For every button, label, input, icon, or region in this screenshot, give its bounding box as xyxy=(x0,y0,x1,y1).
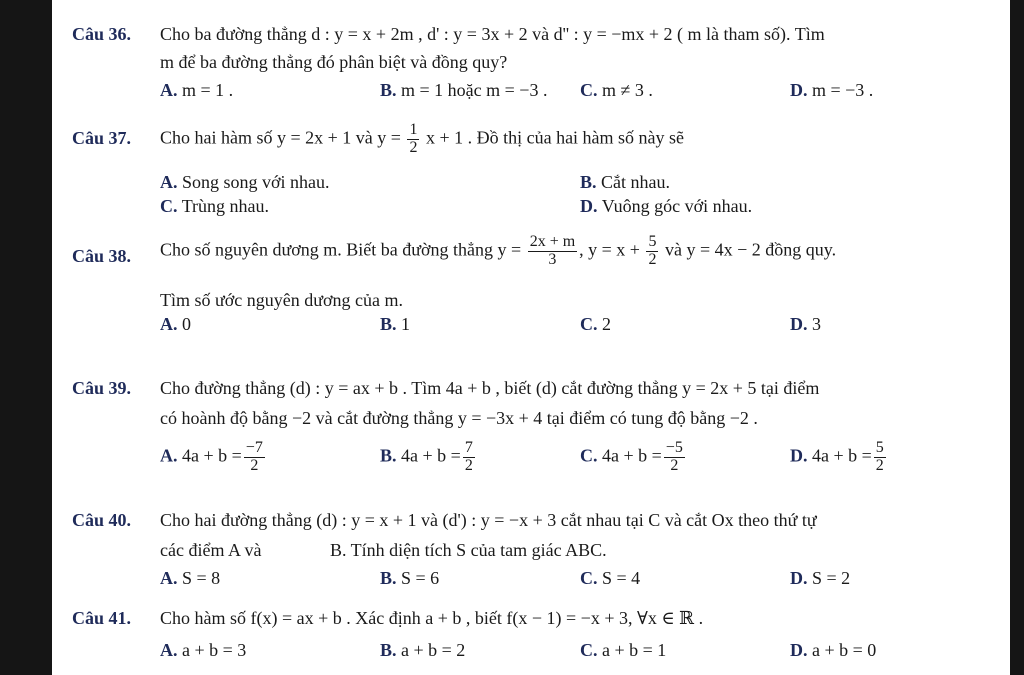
option-d[interactable]: D. a + b = 0 xyxy=(790,640,877,660)
question-text-line: các điểm A và xyxy=(160,540,262,560)
question-text-line: Cho ba đường thẳng d : y = x + 2m , d' : y = 3x + 2 và d'' : y = −mx + 2 ( m là tham số). Tìm xyxy=(160,24,825,44)
option-b[interactable]: B. 4a + b = $\frac{7}{2}$ xyxy=(380,439,473,474)
question-text-line: B. Tính diện tích S của tam giác ABC. xyxy=(330,540,607,560)
option-d[interactable]: D. 4a + b = $\frac{5}{2}$ xyxy=(790,439,884,474)
option-c[interactable]: C. 2 xyxy=(580,314,611,334)
option-b[interactable]: B. Cắt nhau. xyxy=(580,172,671,192)
question-number: Câu 37. xyxy=(72,128,132,148)
option-a[interactable]: A. a + b = 3 xyxy=(160,640,247,660)
option-b[interactable]: B. m = 1 hoặc m = −3 . xyxy=(380,80,548,100)
question-text-line: Cho đường thẳng (d) : y = ax + b . Tìm 4a + b , biết (d) cắt đường thẳng y = 2x + 5 tại điểm xyxy=(160,378,820,398)
option-b[interactable]: B. 1 xyxy=(380,314,411,334)
option-a[interactable]: A. 4a + b = $\frac{-7}{2}$ xyxy=(160,439,263,474)
question-text-line: Cho hai hàm số y = 2x + 1 và y = $\frac{1}{2}$ x + 1 . Đồ thị của hai hàm số này sẽ xyxy=(160,121,685,156)
option-c[interactable]: C. m ≠ 3 . xyxy=(580,80,653,100)
fraction: $\frac{2x + m}{3}$ xyxy=(529,233,576,268)
option-c[interactable]: C. a + b = 1 xyxy=(580,640,667,660)
question-number: Câu 39. xyxy=(72,378,132,398)
option-d[interactable]: D. m = −3 . xyxy=(790,80,874,100)
question-text-line: Cho số nguyên dương m. Biết ba đường thẳng y = $\frac{2x + m}{3}$ , y = x + $\frac{5}{2}$ và y = 4x − 2 đồng quy. xyxy=(160,233,837,268)
question-text-line: Cho hai đường thẳng (d) : y = x + 1 và (d') : y = −x + 3 cắt nhau tại C và cắt Ox theo thứ tự xyxy=(160,510,817,530)
question-text-line: Tìm số ước nguyên dương của m. xyxy=(160,290,404,310)
question-number: Câu 40. xyxy=(72,510,132,530)
document-page xyxy=(52,0,1010,675)
option-c[interactable]: C. S = 4 xyxy=(580,568,641,588)
question-number: Câu 41. xyxy=(72,608,132,628)
option-a[interactable]: A. Song song với nhau. xyxy=(160,172,330,192)
option-c[interactable]: C. Trùng nhau. xyxy=(160,196,270,216)
option-a[interactable]: A. 0 xyxy=(160,314,191,334)
question-number: Câu 38. xyxy=(72,246,132,266)
option-d[interactable]: D. Vuông góc với nhau. xyxy=(580,196,753,216)
option-a[interactable]: A. S = 8 xyxy=(160,568,221,588)
option-c[interactable]: C. 4a + b = $\frac{-5}{2}$ xyxy=(580,439,683,474)
fraction: $\frac{5}{2}$ xyxy=(648,233,657,268)
option-b[interactable]: B. S = 6 xyxy=(380,568,440,588)
option-d[interactable]: D. S = 2 xyxy=(790,568,851,588)
question-number: Câu 36. xyxy=(72,24,132,44)
fraction: $\frac{1}{2}$ xyxy=(409,121,418,156)
option-d[interactable]: D. 3 xyxy=(790,314,821,334)
question-text-line: m để ba đường thẳng đó phân biệt và đồng quy? xyxy=(160,52,508,72)
option-b[interactable]: B. a + b = 2 xyxy=(380,640,466,660)
question-text-line: có hoành độ bằng −2 và cắt đường thẳng y = −3x + 4 tại điểm có tung độ bằng −2 . xyxy=(160,408,758,428)
option-a[interactable]: A. m = 1 . xyxy=(160,80,234,100)
question-text-line: Cho hàm số f(x) = ax + b . Xác định a + b , biết f(x − 1) = −x + 3, ∀x ∈ ℝ . xyxy=(160,608,704,628)
